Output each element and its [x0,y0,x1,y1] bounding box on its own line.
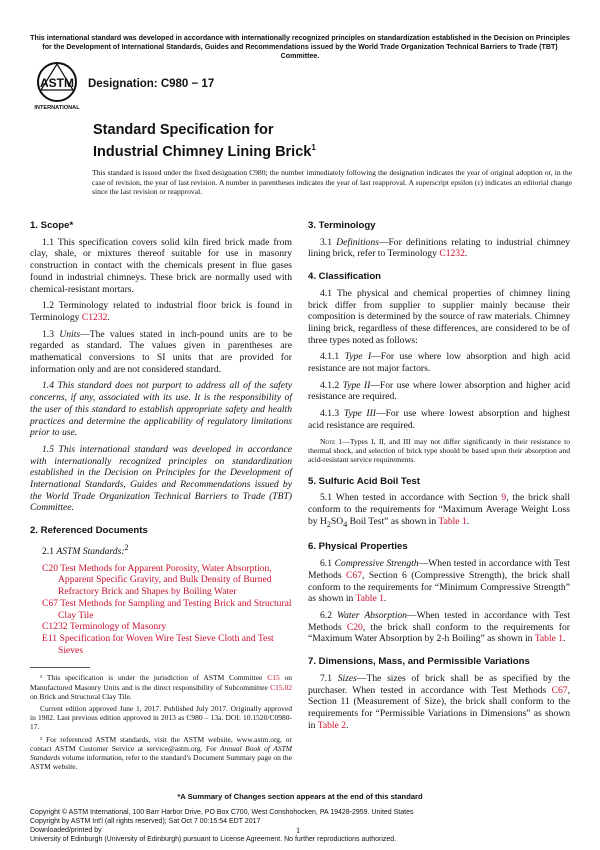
paragraph-6-1: 6.1 Compressive Strength—When tested in accordance with Test Methods C67, Section 6 (Compressive Strength), the brick shall conform to the requirements for “Minimum Compressive Strength” as shown in Table 1. [308,558,570,605]
svg-text:INTERNATIONAL: INTERNATIONAL [34,105,80,111]
ref-link-table-1[interactable]: Table 1 [534,633,564,645]
ref-title[interactable]: Test Methods for Sampling and Testing Brick and Structural Clay Tile [58,597,292,621]
paragraph-4-1-3: 4.1.3 Type III—For use where lowest absorption and highest acid resistance are required. [308,408,571,431]
section-terminology [308,220,570,260]
ref-link-c1232[interactable]: C1232 [439,248,465,260]
footnote-divider [30,667,90,668]
ref-entry [30,563,292,598]
ref-title[interactable]: Terminology of Masonry [67,621,167,633]
paragraph-6-2: 6.2 Water Absorption—When tested in accordance with Test Methods C20, the brick shall conform to the requirements for “Maximum Water Absorption by 2-h Boiling” as shown in Table 1. [308,610,571,645]
standard-issuance-note: This standard is issued under the fixed designation C980; the number immediately following the designation indicates the year of original adoption or, in the case of revision, the year of last revision. A number in parentheses indicates the year of last reapproval. A superscript epsilon (ε) indicates an editorial change since the last revision or reapproval. [92,168,572,197]
ref-entry [30,633,292,656]
section-heading: 2. Referenced Documents [30,525,148,537]
section-physical-properties [308,541,570,645]
paragraph-1-3: 1.3 Units—The values stated in inch-pound units are to be regarded as standard. The values given in parentheses are mathematical conversions to SI units that are provided for information only and are not considered standard. [30,328,293,375]
summary-of-changes-note: *A Summary of Changes section appears at the end of this standard [177,792,423,801]
ref-title[interactable]: Specification for Woven Wire Test Sieve Cloth and Test Sieves [57,632,274,656]
section-heading: 7. Dimensions, Mass, and Permissible Variations [308,656,530,668]
paragraph-5-1: 5.1 When tested in accordance with Section 9, the brick shall conform to the requirements for “Maximum Average Weight Loss by $H_2SO_4$ Boil Test” as shown in Table 1. [308,492,570,529]
right-column [308,220,570,742]
paragraph-3-1: 3.1 Definitions—For definitions relating to industrial chimney lining brick, refer to Terminology C1232. [308,236,570,260]
paragraph-1-4: 1.4 This standard does not purport to address all of the safety concerns, if any, associated with its use. It is the responsibility of the user of this standard to establish appropriate safety and health practices and determine the applicability of regulatory limitations prior to use. [30,380,292,439]
section-referenced-documents [30,525,292,656]
paragraph-4-1-2: 4.1.2 Type II—For use where lower absorption and higher acid resistance are required. [308,379,570,403]
section-heading: 5. Sulfuric Acid Boil Test [308,475,420,487]
page-title: Standard Specification for Industrial Chimney Lining Brick$^1$ [93,122,316,160]
ref-link-c1232[interactable]: C1232 [81,311,108,323]
section-dimensions [308,656,570,731]
wto-notice: This international standard was developed in accordance with internationally recognized principles on standardization established in the Decision on Principles for the Development of International Standards, Guides and Recommendations issued by the World Trade Organization Technical Barriers to Trade (TBT) Committee. [30,34,570,60]
ref-link-c20[interactable]: C20 [42,562,58,574]
ref-link-c1232[interactable]: C1232 [42,621,68,633]
paragraph-1-2: 1.2 Terminology related to industrial floor brick is found in Terminology C1232. [30,300,292,323]
ref-link-c67[interactable]: C67 [551,684,568,696]
section-heading: 6. Physical Properties [308,541,408,553]
ref-link-table-2[interactable]: Table 2 [317,719,347,731]
left-column [30,220,292,774]
section-classification [308,271,570,465]
ref-link-e11[interactable]: E11 [42,632,58,644]
ref-link-c20[interactable]: C20 [346,621,363,633]
section-heading: 1. Scope* [30,220,74,231]
section-heading: 4. Classification [308,271,382,283]
page-number: 1 [296,826,300,835]
footnote-1-edition: Current edition approved June 1, 2017. Published July 2017. Originally approved in 1982. Last previous edition approved in 2013 as C980 – 13a. DOI: 10.1520/C0980-17. [30,704,292,732]
paragraph-4-1-1: 4.1.1 Type I—For use where low absorption and high acid resistance are not major factors. [308,351,570,375]
ref-entry [30,621,292,633]
paragraph-1-5: 1.5 This international standard was developed in accordance with internationally recognized principles on standardization established in the Decision on Principles for the Development of International Standards, Guides and Recommendations issued by the World Trade Organization Technical Barriers to Trade (TBT) Committee. [30,443,292,514]
ref-link-section-9[interactable]: 9 [501,492,507,504]
ref-entry [30,598,292,621]
ref-title[interactable]: Test Methods for Apparent Porosity, Water Absorption, Apparent Specific Gravity, and Bulk Density of Burned Refractory Brick and Shapes by Boiling Water [58,562,272,598]
ref-link-table-1[interactable]: Table 1 [355,593,384,605]
ref-link-c67[interactable]: C67 [346,569,363,581]
paragraph-2-1: 2.1 ASTM Standards:$^2$ [42,542,129,558]
section-scope [30,220,292,514]
paragraph-1-1: 1.1 This specification covers solid kiln fired brick made from clay, shale, or mixtures thereof suitable for use in masonry construction in contact with the chemicals present in flue gases found in industrial chimneys. These brick are normally used with chemical-resistant mortars. [30,236,292,295]
section-sulfuric-acid-boil-test [308,476,570,531]
ref-link-table-1[interactable]: Table 1 [438,515,467,527]
svg-text:ASTM: ASTM [40,76,74,90]
paragraph-7-1: 7.1 Sizes—The sizes of brick shall be as specified by the purchaser. When tested in accordance with Test Methods C67, Section 11 (Measurement of Size), the brick shall conform to the requirements for “Permissible Variations in Dimensions” as shown in Table 2. [308,672,571,731]
ref-link-c15[interactable]: C15 [267,673,280,683]
ref-link-c67[interactable]: C67 [42,597,58,609]
ref-link-c1502[interactable]: C15.02 [270,682,292,692]
note-1: Note 1—Types I, II, and III may not differ significantly in their resistance to thermal shock, and selection of brick type should be based upon their absorption and acid-resistant service requirements. [308,436,571,465]
designation: Designation: C980 − 17 [88,78,215,90]
footnote-2: ² For referenced ASTM standards, visit the ASTM website, www.astm.org, or contact ASTM Customer Service at service@astm.org. For Annual Book of ASTM Standards volume information, refer to the standard’s Document Summary page on the ASTM website. [30,734,293,772]
footnote-1: ¹ This specification is under the jurisdiction of ASTM Committee C15 on Manufactured Masonry Units and is the direct responsibility of Subcommittee C15.02 on Brick and Structural Clay Tile. [30,673,293,701]
copyright-block: Copyright © ASTM International, 100 Barr Harbor Drive, PO Box C700, West Conshohocken, PA 19428-2959. United States Copyright by ASTM Int'l (all rights reserved); Sat Oct 7 00:15:54 EDT 2017 Downloaded/printed by University of Edinburgh (University of Edinburgh) pursuant to License Agreement. No further reproductions authorized. [30,809,414,843]
astm-logo-icon [32,60,82,112]
section-heading: 3. Terminology [308,220,376,231]
paragraph-4-1: 4.1 The physical and chemical properties of chimney lining brick differ from supplier to supplier mainly because their composition is determined by the source of raw materials. Chimney lining brick, regardless of these differences, are considered to be of three types noted as follows: [308,287,570,346]
